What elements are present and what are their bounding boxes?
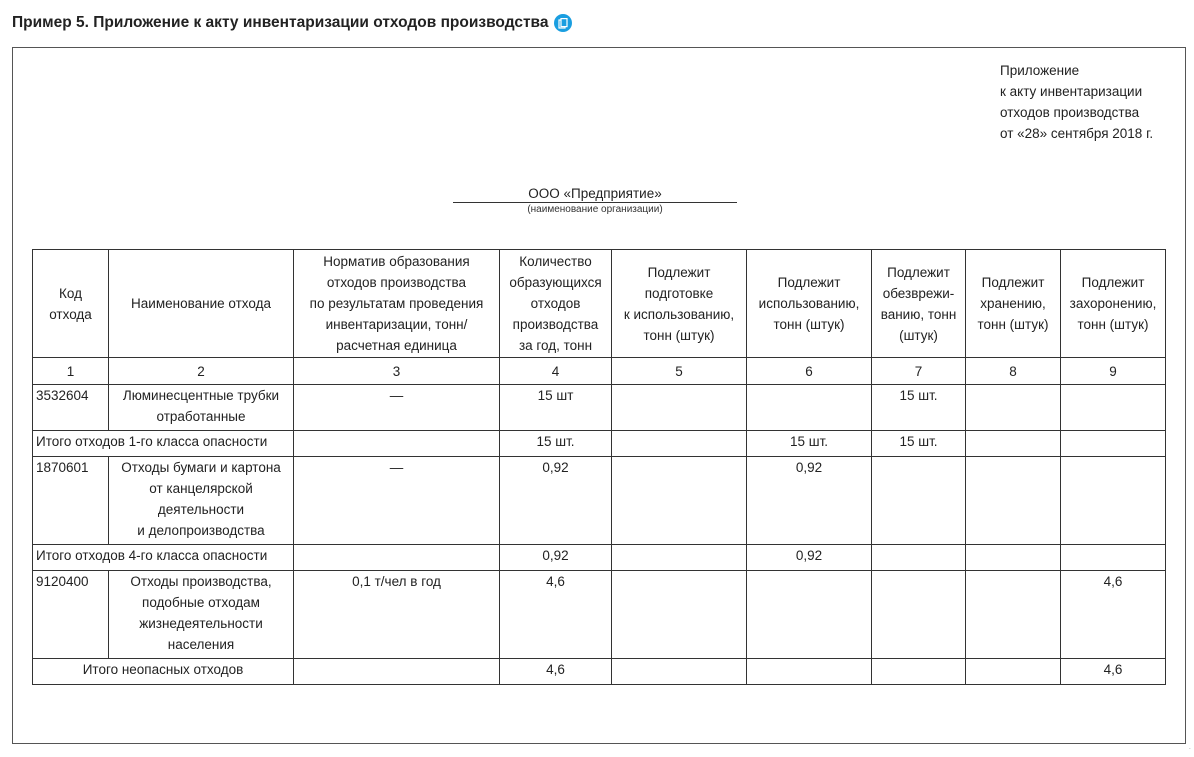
norm-cell (294, 431, 500, 457)
appendix-block (1000, 60, 1153, 144)
header-name: Наименование отхода (109, 250, 294, 358)
column-number: 4 (500, 358, 612, 385)
burial-cell (1061, 385, 1166, 431)
column-number: 7 (872, 358, 966, 385)
page-title (12, 14, 572, 32)
norm-cell (294, 659, 500, 685)
column-number: 3 (294, 358, 500, 385)
table-row (33, 571, 1166, 659)
column-number: 9 (1061, 358, 1166, 385)
table-row (33, 385, 1166, 431)
column-number: 1 (33, 358, 109, 385)
footer-mark: . (1188, 742, 1191, 751)
storage-cell (966, 659, 1061, 685)
header-use: Подлежит использованию, тонн (штук) (747, 250, 872, 358)
preparation-cell (612, 385, 747, 431)
norm-cell: — (294, 385, 500, 431)
norm-cell: — (294, 457, 500, 545)
use-cell: 15 шт. (747, 431, 872, 457)
header-row (33, 250, 1166, 358)
waste-name: Отходы производства, подобные отходам жизнедеятельности населения (109, 571, 294, 659)
neutralization-cell (872, 659, 966, 685)
storage-cell (966, 571, 1061, 659)
preparation-cell (612, 545, 747, 571)
norm-cell: 0,1 т/чел в год (294, 571, 500, 659)
quantity-cell: 0,92 (500, 545, 612, 571)
table-row (33, 457, 1166, 545)
preparation-cell (612, 431, 747, 457)
page-title-text: Пример 5. Приложение к акту инвентаризации отходов производства (12, 14, 549, 31)
header-code: Код отхода (33, 250, 109, 358)
column-number-row (33, 358, 1166, 385)
header-norm: Норматив образования отходов производства по результатам проведения инвентаризации, тонн/ расчетная единица (294, 250, 500, 358)
total-row (33, 545, 1166, 571)
preparation-cell (612, 457, 747, 545)
waste-code: 1870601 (33, 457, 109, 545)
column-number: 2 (109, 358, 294, 385)
burial-cell (1061, 545, 1166, 571)
neutralization-cell (872, 457, 966, 545)
column-number: 8 (966, 358, 1061, 385)
total-row (33, 659, 1166, 685)
document-icon[interactable] (554, 14, 572, 32)
header-neutralization: Подлежит обезврежи- ванию, тонн (штук) (872, 250, 966, 358)
use-cell: 0,92 (747, 545, 872, 571)
organization-name: ООО «Предприятие» (453, 186, 737, 203)
neutralization-cell (872, 545, 966, 571)
storage-cell (966, 431, 1061, 457)
waste-name: Отходы бумаги и картона от канцелярской деятельности и делопроизводства (109, 457, 294, 545)
header-storage: Подлежит хранению, тонн (штук) (966, 250, 1061, 358)
total-label: Итого отходов 1-го класса опасности (33, 431, 294, 457)
storage-cell (966, 385, 1061, 431)
waste-table (32, 249, 1166, 685)
quantity-cell: 4,6 (500, 571, 612, 659)
header-burial: Подлежит захоронению, тонн (штук) (1061, 250, 1166, 358)
use-cell (747, 659, 872, 685)
use-cell (747, 571, 872, 659)
neutralization-cell (872, 571, 966, 659)
waste-code: 3532604 (33, 385, 109, 431)
norm-cell (294, 545, 500, 571)
burial-cell: 4,6 (1061, 571, 1166, 659)
header-quantity: Количество образующихся отходов производства за год, тонн (500, 250, 612, 358)
burial-cell (1061, 457, 1166, 545)
appendix-line: отходов производства (1000, 105, 1140, 120)
quantity-cell: 4,6 (500, 659, 612, 685)
total-label: Итого отходов 4-го класса опасности (33, 545, 294, 571)
preparation-cell (612, 659, 747, 685)
column-number: 5 (612, 358, 747, 385)
storage-cell (966, 457, 1061, 545)
waste-code: 9120400 (33, 571, 109, 659)
header-preparation: Подлежит подготовке к использованию, тонн (штук) (612, 250, 747, 358)
appendix-line: от «28» сентября 2018 г. (1000, 126, 1154, 141)
quantity-cell: 15 шт. (500, 431, 612, 457)
quantity-cell: 15 шт (500, 385, 612, 431)
appendix-line: Приложение (1000, 63, 1080, 78)
appendix-line: к акту инвентаризации (1000, 84, 1143, 99)
neutralization-cell: 15 шт. (872, 431, 966, 457)
preparation-cell (612, 571, 747, 659)
organization-caption: (наименование организации) (527, 204, 663, 215)
use-cell: 0,92 (747, 457, 872, 545)
storage-cell (966, 545, 1061, 571)
burial-cell: 4,6 (1061, 659, 1166, 685)
use-cell (747, 385, 872, 431)
waste-name: Люминесцентные трубки отработанные (109, 385, 294, 431)
burial-cell (1061, 431, 1166, 457)
neutralization-cell: 15 шт. (872, 385, 966, 431)
column-number: 6 (747, 358, 872, 385)
total-row (33, 431, 1166, 457)
quantity-cell: 0,92 (500, 457, 612, 545)
total-label: Итого неопасных отходов (33, 659, 294, 685)
